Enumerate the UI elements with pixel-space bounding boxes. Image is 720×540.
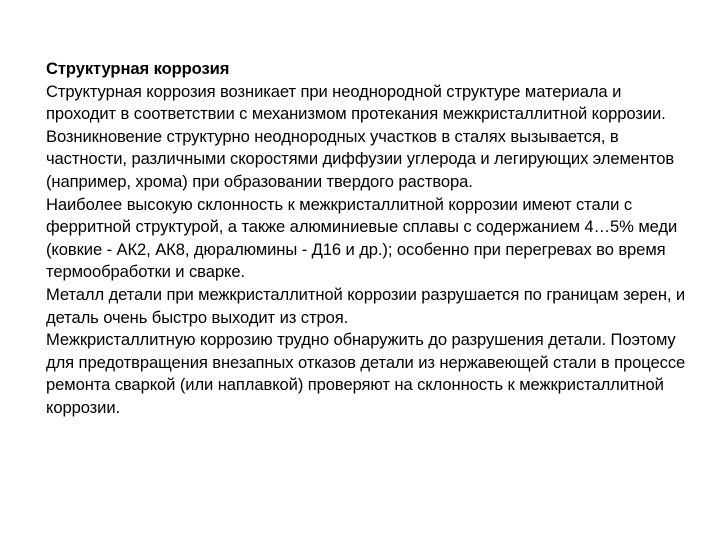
paragraph-1: Структурная коррозия возникает при неоднородной структуре материала и проходит в соответствии с механизмом протекания межкристаллитной коррозии. (46, 81, 666, 124)
paragraph-3: Наиболее высокую склонность к межкристаллитной коррозии имеют стали с ферритной структурой, а также алюминиевые сплавы с содержанием 4…5% меди (ковкие - АК2, АК8, дюралюмины - Д16 и др.); особенно при перегревах во время термообработки и сварке. (46, 194, 678, 282)
paragraph-4: Металл детали при межкристаллитной коррозии разрушается по границам зерен, и деталь очень быстро выходит из строя. (46, 284, 686, 327)
paragraph-5: Межкристаллитную коррозию трудно обнаружить до разрушения детали. Поэтому для предотвращения внезапных отказов детали из нержавеющей стали в процессе ремонта сваркой (или наплавкой) проверяют на склонность к межкристаллитной коррозии. (46, 330, 686, 417)
paragraph-2: Возникновение структурно неоднородных участков в сталях вызывается, в частности, различными скоростями диффузии углерода и легирующих элементов (например, хрома) при образовании твердого раствора. (46, 126, 675, 191)
text-body (46, 58, 686, 420)
slide-title: Структурная коррозия (46, 59, 230, 78)
